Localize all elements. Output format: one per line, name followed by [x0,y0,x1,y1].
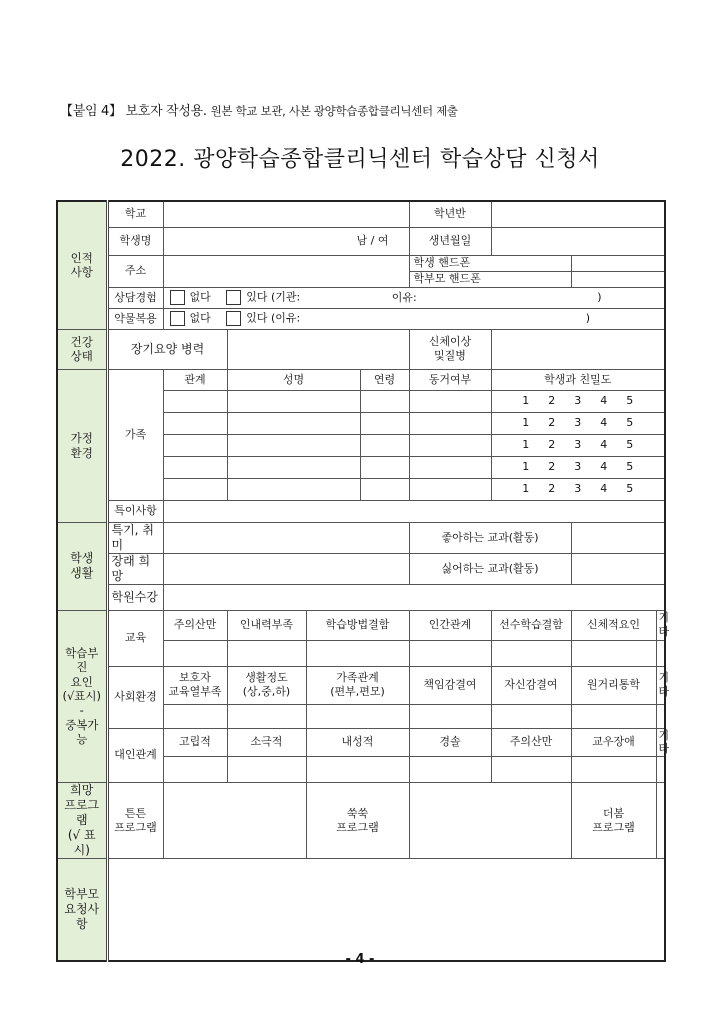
favorite-subject-field[interactable] [571,522,665,553]
factor-check[interactable] [491,704,571,728]
intimacy-scale[interactable]: 1 2 3 4 5 [491,434,665,456]
counsel-none-label: 없다 [189,290,211,304]
medication-close-paren: ) [585,311,591,325]
future-hope-field[interactable] [163,553,409,584]
intimacy-scale[interactable]: 1 2 3 4 5 [491,390,665,412]
factor-check[interactable] [571,640,656,666]
factor-check[interactable] [163,757,227,783]
factor-item: 가족관계 (편부,편모) [306,666,409,704]
factor-check[interactable] [163,640,227,666]
program-care-label: 더봄 프로그램 [571,783,656,859]
counsel-close-paren: ) [597,290,602,304]
social-label: 사회환경 [107,666,163,728]
category-family: 가정 환경 [57,369,107,522]
student-name-label: 학생명 [107,227,163,255]
intimacy-scale[interactable]: 1 2 3 4 5 [491,412,665,434]
address-label: 주소 [107,255,163,287]
factor-check[interactable] [227,640,306,666]
counsel-exp-label: 상담경험 [107,287,163,308]
page-number: - 4 - [345,952,375,967]
factor-check[interactable] [491,757,571,783]
student-phone-field[interactable] [571,255,665,271]
birthdate-label: 생년월일 [409,227,491,255]
intimacy-scale[interactable]: 1 2 3 4 5 [491,478,665,500]
factor-check[interactable] [409,640,491,666]
factor-item: 인간관계 [409,610,491,640]
category-program: 희망 프로그램 (√ 표시) [57,783,107,859]
factor-item: 소극적 [227,728,306,757]
factor-check[interactable] [306,640,409,666]
medication-options [163,308,665,329]
factor-check[interactable] [409,757,491,783]
counsel-exp-options [163,287,665,308]
intimacy-scale[interactable]: 1 2 3 4 5 [491,456,665,478]
factor-item: 신체적요인 [571,610,656,640]
gender-choice[interactable]: 남 / 여 [356,234,389,248]
factor-item: 자신감결여 [491,666,571,704]
grade-class-label: 학년반 [409,201,491,227]
factor-item: 교우장애 [571,728,656,757]
counsel-exist-checkbox[interactable] [226,290,241,305]
chronic-illness-field[interactable] [227,329,409,369]
factor-item: 주의산만 [163,610,227,640]
factor-item: 기타 [656,728,665,757]
category-personal: 인적 사항 [57,201,107,329]
factor-check[interactable] [656,757,665,783]
header-relation: 관계 [163,369,227,390]
parent-phone-field[interactable] [571,271,665,287]
factor-item: 보호자 교육열부족 [163,666,227,704]
factor-item: 생활정도 (상,중,하) [227,666,306,704]
factor-item: 내성적 [306,728,409,757]
factor-item: 선수학습결함 [491,610,571,640]
factor-check[interactable] [306,704,409,728]
page-title: 2022. 광양학습종합클리닉센터 학습상담 신청서 [120,147,600,172]
academy-field[interactable] [163,584,665,610]
medication-label: 약물복용 [107,308,163,329]
school-field[interactable] [163,201,409,227]
counsel-reason-label: 이유: [391,290,417,304]
future-hope-label: 장래 희망 [107,553,163,584]
parent-phone-label: 학부모 핸드폰 [409,271,571,287]
address-field[interactable] [163,255,409,287]
header-name: 성명 [227,369,360,390]
academy-label: 학원수강 [107,584,163,610]
header-age: 연령 [360,369,409,390]
category-student-life: 학생 생활 [57,522,107,610]
application-form [56,200,670,962]
factor-item: 인내력부족 [227,610,306,640]
factor-check[interactable] [409,704,491,728]
parent-request-field[interactable] [107,859,665,961]
factor-check[interactable] [491,640,571,666]
medication-none-checkbox[interactable] [170,311,185,326]
program-sturdy-label: 튼튼 프로그램 [107,783,163,859]
program-care-check[interactable] [656,783,665,859]
factor-item: 주의산만 [491,728,571,757]
medication-exist-checkbox[interactable] [226,311,241,326]
student-name-field[interactable] [163,227,409,255]
disliked-subject-field[interactable] [571,553,665,584]
chronic-illness-label: 장기요양 병력 [107,329,227,369]
header-cohabit: 동거여부 [409,369,491,390]
factor-item: 책임감결여 [409,666,491,704]
hobby-label: 특기, 취미 [107,522,163,553]
favorite-subject-label: 좋아하는 교과(활동) [409,522,571,553]
factor-check[interactable] [306,757,409,783]
factor-check[interactable] [571,704,656,728]
factor-item: 기타 [656,666,665,704]
disability-field[interactable] [491,329,665,369]
program-growth-label: 쑥쑥 프로그램 [306,783,409,859]
factor-item: 고립적 [163,728,227,757]
factor-item: 경솔 [409,728,491,757]
category-factors: 학습부진 요인 (√표시) - 중복가능 [57,610,107,783]
factor-item: 기타 [656,610,665,640]
relation-label: 대인관계 [107,728,163,783]
counsel-none-checkbox[interactable] [170,290,185,305]
family-label: 가족 [107,369,163,500]
factor-check[interactable] [163,704,227,728]
category-health: 건강 상태 [57,329,107,369]
category-parent-request: 학부모 요청사항 [57,859,107,961]
factor-check[interactable] [656,640,665,666]
medication-none-label: 없다 [189,311,211,325]
attachment-label: 【붙임 4】 보호자 작성용. [60,104,207,119]
disliked-subject-label: 싫어하는 교과(활동) [409,553,571,584]
counsel-exist-label: 있다 (기관: [246,290,301,304]
school-label: 학교 [107,201,163,227]
header-intimacy: 학생과 친밀도 [491,369,665,390]
factor-check[interactable] [227,757,306,783]
factor-item: 원거리통학 [571,666,656,704]
factor-check[interactable] [656,704,665,728]
program-growth-check[interactable] [409,783,571,859]
attachment-note [60,100,458,119]
student-phone-label: 학생 핸드폰 [409,255,571,271]
submission-instruction: 원본 학교 보관, 사본 광양학습종합클리닉센터 제출 [210,104,458,118]
medication-exist-label: 있다 (이유: [246,311,301,325]
hobby-field[interactable] [163,522,409,553]
factor-item: 학습방법결함 [306,610,409,640]
disability-label: 신체이상 및질병 [409,329,491,369]
grade-class-field[interactable] [491,201,665,227]
family-notes-field[interactable] [163,500,665,522]
factor-check[interactable] [227,704,306,728]
program-sturdy-check[interactable] [163,783,306,859]
factor-check[interactable] [571,757,656,783]
family-notes-label: 특이사항 [107,500,163,522]
birthdate-field[interactable] [491,227,665,255]
education-label: 교육 [107,610,163,666]
